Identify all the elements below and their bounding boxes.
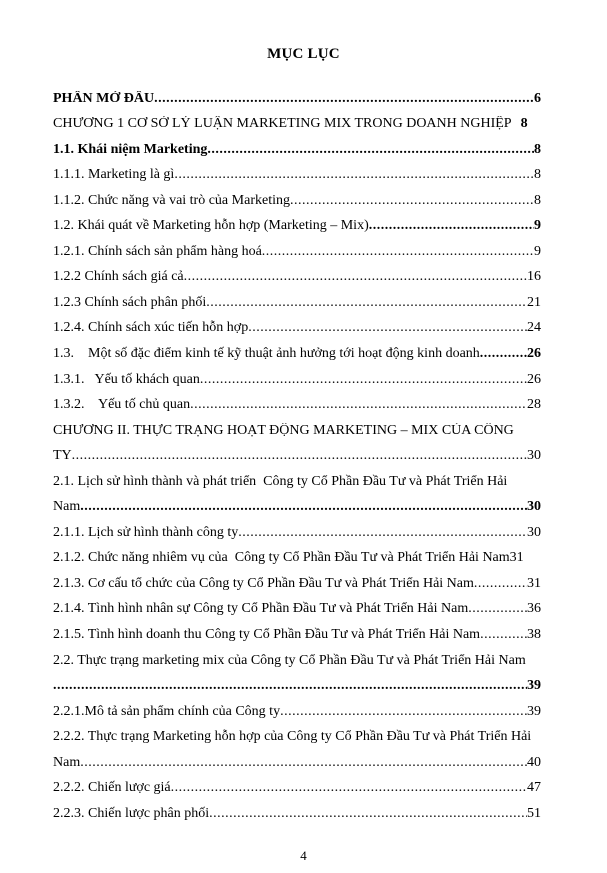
toc-entry-page: 31 — [509, 550, 524, 565]
toc-entry[interactable] — [53, 295, 541, 311]
toc-entry[interactable] — [53, 678, 541, 694]
toc-entry-text: 2.2. Thực trạng marketing mix của Công ty Cổ Phần Đầu Tư và Phát Triển Hải Nam — [53, 653, 526, 668]
toc-entry[interactable] — [53, 627, 541, 643]
toc-entry[interactable] — [53, 704, 541, 720]
toc-entry-text: 1.2.4. Chính sách xúc tiến hỗn hợp — [53, 320, 249, 335]
toc-entry-page: 39 — [527, 678, 541, 693]
toc-leader-dots — [184, 269, 527, 285]
toc-leader-dots — [480, 346, 527, 362]
toc-leader-dots — [80, 755, 527, 771]
toc-entry-page: 16 — [527, 269, 541, 284]
toc-entry[interactable] — [53, 653, 563, 669]
toc-entry-text: 2.1.2. Chức năng nhiêm vụ của Công ty Cổ Phần Đầu Tư và Phát Triển Hải Nam — [53, 550, 510, 565]
toc-entry-page: 36 — [527, 601, 541, 616]
toc-entry[interactable] — [53, 729, 563, 745]
toc-entry[interactable] — [53, 499, 541, 515]
toc-entry-text: CHƯƠNG II. THỰC TRẠNG HOẠT ĐỘNG MARKETING – MIX CỦA CÔNG — [53, 423, 514, 438]
toc-leader-dots — [369, 218, 534, 234]
toc-leader-dots — [262, 244, 534, 260]
toc-entry-page: 8 — [534, 142, 541, 157]
toc-entry-text: 2.1.1. Lịch sử hình thành công ty — [53, 525, 239, 540]
toc-entry-page: 8 — [534, 193, 541, 208]
toc-entry-page: 28 — [527, 397, 541, 412]
toc-leader-dots — [200, 372, 527, 388]
toc-entry-text: PHẦN MỞ ĐẦU — [53, 91, 155, 106]
toc-entry[interactable] — [53, 91, 541, 107]
toc-leader-dots — [154, 91, 534, 107]
toc-entry-page: 31 — [527, 576, 541, 591]
toc-entry[interactable] — [53, 269, 541, 285]
toc-entry-page: 21 — [527, 295, 541, 310]
toc-leader-dots — [290, 193, 534, 209]
toc-entry-page: 8 — [534, 167, 541, 182]
toc-entry-text: 2.1.4. Tình hình nhân sự Công ty Cổ Phần Đầu Tư và Phát Triển Hải Nam — [53, 601, 469, 616]
toc-leader-dots — [280, 704, 527, 720]
toc-entry-page: 26 — [527, 372, 541, 387]
toc-entry-page: 30 — [527, 499, 541, 514]
toc-entry-page: 47 — [527, 780, 541, 795]
toc-entry[interactable] — [53, 116, 563, 132]
page-title: MỤC LỤC — [267, 46, 340, 62]
toc-entry-text: 1.1.1. Marketing là gì — [53, 167, 175, 182]
toc-entry-text: Nam — [53, 755, 81, 770]
toc-entry-page: 6 — [534, 91, 541, 106]
toc-entry-text: 2.2.3. Chiến lược phân phối — [53, 806, 210, 821]
toc-entry-page: 30 — [527, 525, 541, 540]
toc-entry-text: 1.2. Khái quát về Marketing hỗn hợp (Marketing – Mix) — [53, 218, 369, 233]
toc-entry-text: 2.1.3. Cơ cấu tổ chức của Công ty Cổ Phần Đầu Tư và Phát Triển Hải Nam — [53, 576, 474, 591]
toc-entry-page: 30 — [527, 448, 541, 463]
toc-entry[interactable] — [53, 397, 541, 413]
toc-entry-text: 1.3.2. Yếu tố chủ quan — [53, 397, 191, 412]
toc-entry-text: TY — [53, 448, 72, 463]
toc-entry-page: 8 — [520, 116, 528, 131]
toc-entry-text: 1.2.2 Chính sách giá cả — [53, 269, 184, 284]
toc-entry-text: 1.1.2. Chức năng và vai trò của Marketing — [53, 193, 290, 208]
toc-leader-dots — [53, 678, 527, 694]
toc-entry-page: 26 — [527, 346, 541, 361]
toc-entry[interactable] — [53, 448, 541, 464]
toc-entry[interactable] — [53, 474, 541, 490]
toc-entry-page: 38 — [527, 627, 541, 642]
toc-leader-dots — [238, 525, 527, 541]
toc-entry-text: CHƯƠNG 1 CƠ SỞ LÝ LUẬN MARKETING MIX TRONG DOANH NGHIỆP — [53, 116, 512, 131]
toc-entry[interactable] — [53, 576, 541, 592]
toc-entry[interactable] — [53, 525, 541, 541]
toc-entry[interactable] — [53, 346, 541, 362]
toc-entry-text: 2.2.2. Chiến lược giá — [53, 780, 171, 795]
toc-entry-page: 24 — [527, 320, 541, 335]
toc-entry[interactable] — [53, 372, 541, 388]
toc-entry-page: 39 — [527, 704, 541, 719]
toc-leader-dots — [474, 576, 527, 592]
toc-entry-text: 2.1.5. Tình hình doanh thu Công ty Cổ Phần Đầu Tư và Phát Triển Hải Nam — [53, 627, 481, 642]
toc-leader-dots — [468, 601, 527, 617]
toc-entry-text: 1.1. Khái niệm Marketing — [53, 142, 208, 157]
toc-leader-dots — [248, 320, 527, 336]
toc-entry-text: 2.2.1.Mô tả sản phẩm chính của Công ty — [53, 704, 281, 719]
toc-leader-dots — [171, 780, 527, 796]
toc-entry-page: 9 — [534, 244, 541, 259]
toc-entry[interactable] — [53, 167, 541, 183]
toc-leader-dots — [174, 167, 534, 183]
toc-entry-text: 1.3. Một số đặc điểm kinh tế kỹ thuật ảnh hưởng tới hoạt động kinh doanh — [53, 346, 480, 361]
toc-entry[interactable] — [53, 423, 541, 439]
toc-entry[interactable] — [53, 755, 541, 771]
toc-entry[interactable] — [53, 806, 541, 822]
toc-leader-dots — [190, 397, 527, 413]
toc-entry[interactable] — [53, 550, 541, 566]
toc-entry[interactable] — [53, 218, 541, 234]
toc-entry-text: 2.1. Lịch sử hình thành và phát triển Công ty Cổ Phần Đầu Tư và Phát Triển Hải — [53, 474, 508, 489]
toc-entry-text: 2.2.2. Thực trạng Marketing hỗn hợp của Công ty Cổ Phần Đầu Tư và Phát Triển Hải — [53, 729, 532, 744]
toc-entry[interactable] — [53, 601, 541, 617]
toc-entry[interactable] — [53, 320, 541, 336]
toc-entry-page: 40 — [527, 755, 541, 770]
toc-entry-text: 1.3.1. Yếu tố khách quan — [53, 372, 200, 387]
toc-entry-page: 9 — [534, 218, 541, 233]
toc-entry-text: Nam — [53, 499, 81, 514]
toc-entry-text: 1.2.3 Chính sách phân phối — [53, 295, 207, 310]
toc-leader-dots — [209, 806, 527, 822]
toc-leader-dots — [206, 295, 527, 311]
toc-leader-dots — [80, 499, 527, 515]
toc-leader-dots — [480, 627, 527, 643]
toc-entry[interactable] — [53, 193, 541, 209]
toc-leader-dots — [207, 142, 534, 158]
toc-entry-page: 51 — [527, 806, 541, 821]
toc-entry[interactable] — [53, 142, 541, 158]
toc-leader-dots — [72, 448, 527, 464]
toc-entry-text: 1.2.1. Chính sách sản phẩm hàng hoá — [53, 244, 262, 259]
toc-entry[interactable] — [53, 780, 541, 796]
page-number: 4 — [300, 848, 307, 863]
toc-entry[interactable] — [53, 244, 541, 260]
